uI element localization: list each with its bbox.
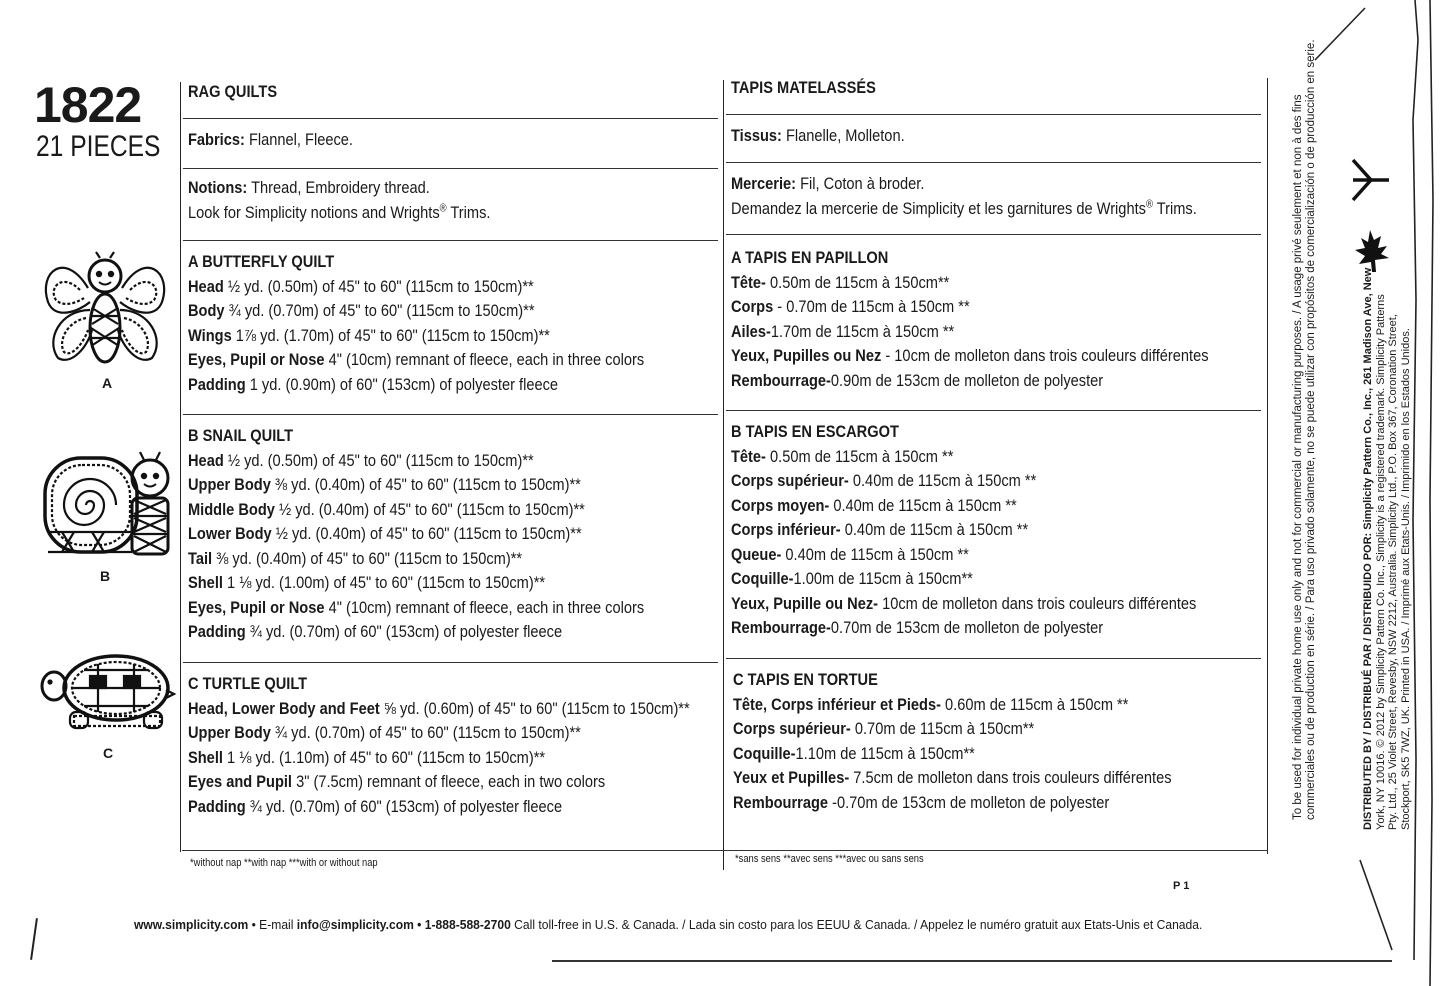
row-label: Tête- — [731, 272, 766, 292]
french-turtle-section — [733, 668, 1243, 815]
divider — [183, 662, 718, 663]
section-title: A BUTTERFLY QUILT — [188, 252, 335, 271]
row-text: 4" (10cm) remnant of fleece, each in three colors — [324, 350, 645, 369]
row-label: Padding — [188, 622, 246, 641]
notions-text: Fil, Coton à broder. — [796, 174, 925, 193]
notions-label: Notions: — [188, 178, 248, 197]
notions-line2-end: Trims. — [1152, 198, 1197, 218]
pattern-number: 1822 — [34, 77, 142, 133]
notions-label: Mercerie: — [731, 174, 797, 193]
row-text: ¾ yd. (0.70m) of 60" (153cm) of polyester fleece — [245, 796, 563, 816]
notions-line2: Look for Simplicity notions and Wrights — [188, 202, 440, 222]
row-label: Upper Body — [188, 475, 271, 494]
butterfly-quilt-illustration — [40, 250, 170, 370]
english-title-block — [188, 80, 292, 105]
row-text: 4" (10cm) remnant of fleece, each in three colors — [324, 597, 645, 617]
row-text: 3" (7.5cm) remnant of fleece, each in two colors — [292, 772, 606, 791]
row-label: Head — [188, 450, 224, 470]
row-label: Shell — [188, 573, 223, 592]
pieces-count: 21 PIECES — [36, 130, 161, 163]
section-title: B TAPIS EN ESCARGOT — [731, 422, 899, 441]
turtle-quilt-illustration — [40, 648, 175, 743]
row-label: Corps inférieur- — [731, 520, 841, 539]
legal-line: To be used for individual private home use only and not for commercial or manufacturing purposes. / A usage privé seulement et non à des fins — [1292, 94, 1304, 820]
row-text: 0.40m de 115cm à 150cm ** — [840, 520, 1029, 539]
divider — [183, 240, 718, 241]
row-label: Corps — [731, 297, 774, 316]
row-text: - 0.70m de 115cm à 150cm ** — [773, 297, 970, 316]
divider — [726, 234, 1261, 235]
row-text: ½ yd. (0.50m) of 45" to 60" (115cm to 150cm)** — [223, 450, 534, 470]
row-text: ½ yd. (0.40m) of 45" to 60" (115cm to 150cm)** — [271, 524, 582, 543]
row-text: -0.70m de 153cm de molleton de polyester — [828, 792, 1110, 812]
page-edge — [1310, 0, 1445, 986]
french-snail-section — [731, 420, 1272, 641]
row-text: ½ yd. (0.50m) of 45" to 60" (115cm to 150cm)** — [223, 276, 534, 296]
english-snail-section — [188, 424, 718, 645]
english-notions — [188, 176, 540, 225]
row-text: 1.70m de 115cm à 150cm ** — [770, 321, 955, 341]
row-label: Corps supérieur- — [731, 471, 849, 490]
french-butterfly-section — [731, 246, 1286, 393]
legal-line: commerciales ou de production en série. / Para uso privado solamente, no se puede utilizar con propósitos de comercialización o de producción en serie. — [1305, 39, 1317, 820]
page-mark: P 1 — [1173, 880, 1190, 892]
french-footnote: *sans sens **avec sens ***avec ou sans sens — [735, 853, 924, 865]
divider — [726, 658, 1261, 659]
footer-contact-line — [134, 917, 1202, 932]
row-text: - 10cm de molleton dans trois couleurs différentes — [881, 346, 1209, 365]
row-label: Coquille- — [733, 743, 796, 763]
row-text: 0.70m de 115cm à 150cm** — [850, 719, 1035, 738]
row-text: ¾ yd. (0.70m) of 45" to 60" (115cm to 150cm)** — [224, 301, 535, 320]
row-label: Rembourrage — [733, 792, 829, 812]
row-text: 0.50m de 115cm à 150cm** — [765, 272, 950, 292]
snail-quilt-illustration — [40, 450, 175, 565]
fabrics-label: Fabrics: — [188, 130, 245, 149]
illustration-label-b: B — [100, 568, 111, 584]
row-label: Tête, Corps inférieur et Pieds- — [733, 694, 941, 714]
row-text: 1 ⅛ yd. (1.10m) of 45" to 60" (115cm to 150cm)** — [222, 747, 546, 767]
row-text: 0.50m de 115cm à 150cm ** — [765, 446, 954, 466]
section-title: C TURTLE QUILT — [188, 674, 308, 693]
row-label: Rembourrage- — [731, 370, 831, 390]
english-fabrics — [188, 128, 380, 153]
registered-mark: ® — [1145, 197, 1153, 210]
legal-line: Stockport, SK5 7WZ, UK. Printed in USA. / Imprimé aux Etats-Unis. / Imprimido en los Estados Unidos. — [1399, 328, 1412, 830]
row-label: Lower Body — [188, 524, 272, 543]
divider — [726, 410, 1261, 411]
row-label: Yeux et Pupilles- — [733, 768, 850, 787]
row-text: 1⅞ yd. (1.70m) of 45" to 60" (115cm to 150cm)** — [231, 325, 550, 345]
divider — [183, 118, 718, 119]
divider — [726, 114, 1261, 115]
row-label: Yeux, Pupille ou Nez- — [731, 593, 879, 613]
row-label: Middle Body — [188, 499, 275, 519]
row-label: Corps supérieur- — [733, 719, 851, 738]
french-notions — [731, 172, 1273, 221]
phone-number: • 1-888-588-2700 — [413, 917, 511, 932]
legal-line: Pty. Ltd., 25 Violet Street, Revesby, NSW 2212, Australia. Simplicity Ltd., P.O. Box 367, Coronation Street, — [1387, 314, 1399, 830]
section-title: A TAPIS EN PAPILLON — [731, 248, 889, 267]
english-footnote: *without nap **with nap ***with or without nap — [190, 857, 378, 869]
row-label: Body — [188, 301, 225, 320]
french-fabrics — [731, 124, 933, 149]
row-text: ⅜ yd. (0.40m) of 45" to 60" (115cm to 150cm)** — [270, 475, 581, 494]
row-label: Corps moyen- — [731, 495, 830, 515]
divider — [183, 168, 718, 169]
illustration-label-c: C — [103, 745, 114, 761]
row-text: ½ yd. (0.40m) of 45" to 60" (115cm to 150cm)** — [274, 499, 585, 519]
row-label: Padding — [188, 796, 246, 816]
row-text: ⅜ yd. (0.40m) of 45" to 60" (115cm to 150cm)** — [212, 548, 523, 568]
bottom-frame-line — [182, 850, 1268, 851]
row-label: Head — [188, 276, 224, 296]
email-prefix: • E-mail — [248, 917, 297, 932]
row-label: Eyes, Pupil or Nose — [188, 597, 325, 617]
row-text: 1 yd. (0.90m) of 60" (153cm) of polyester fleece — [245, 374, 559, 394]
row-text: 1.00m de 115cm à 150cm** — [793, 569, 973, 588]
row-label: Ailes- — [731, 321, 771, 341]
divider — [183, 414, 718, 415]
french-title-block — [731, 76, 899, 101]
section-title: B SNAIL QUILT — [188, 426, 294, 445]
row-label: Eyes and Pupil — [188, 772, 293, 791]
row-label: Head, Lower Body and Feet — [188, 698, 380, 718]
email-link[interactable]: info@simplicity.com — [296, 917, 414, 932]
notions-text: Thread, Embroidery thread. — [247, 178, 430, 197]
english-butterfly-section — [188, 250, 718, 397]
row-label: Tail — [188, 548, 213, 568]
illustration-label-a: A — [102, 375, 113, 391]
row-text: 0.40m de 115cm à 150cm ** — [848, 471, 1037, 490]
row-text: 1.10m de 115cm à 150cm** — [795, 743, 975, 763]
bottom-rule — [552, 960, 1392, 962]
row-label: Rembourrage- — [731, 618, 831, 637]
fabrics-text: Flannel, Fleece. — [244, 130, 353, 149]
row-label: Tête- — [731, 446, 766, 466]
french-title: TAPIS MATELASSÉS — [731, 78, 876, 97]
footer-text: Call toll-free in U.S. & Canada. / Lada sin costo para los EEUU & Canada. / Appelez le numéro gratuit aux Etats-Unis et Canada. — [510, 917, 1203, 932]
row-text: 0.40m de 115cm à 150cm ** — [781, 544, 969, 564]
section-title: C TAPIS EN TORTUE — [733, 670, 878, 689]
website-link[interactable]: www.simplicity.com — [134, 917, 249, 932]
row-text: 7.5cm de molleton dans trois couleurs différentes — [849, 768, 1172, 787]
row-text: 0.60m de 115cm à 150cm ** — [940, 694, 1129, 714]
row-label: Upper Body — [188, 723, 271, 742]
fabrics-label: Tissus: — [731, 126, 782, 145]
row-label: Padding — [188, 374, 246, 394]
legal-line: DISTRIBUTED BY / DISTRIBUÉ PAR / DISTRIBUIDO POR: Simplicity Pattern Co., Inc., 261 Madison Ave, New — [1362, 267, 1374, 830]
english-title: RAG QUILTS — [188, 82, 278, 101]
row-text: 1 ⅛ yd. (1.00m) of 45" to 60" (115cm to 150cm)** — [222, 573, 546, 592]
notions-line2-end: Trims. — [446, 202, 491, 222]
row-text: ⅝ yd. (0.60m) of 45" to 60" (115cm to 150cm)** — [379, 698, 690, 718]
row-label: Eyes, Pupil or Nose — [188, 350, 325, 369]
row-label: Coquille- — [731, 569, 794, 588]
row-text: 0.90m de 153cm de molleton de polyester — [830, 370, 1104, 390]
row-text: ¾ yd. (0.70m) of 45" to 60" (115cm to 150cm)** — [270, 723, 581, 742]
row-text: 0.40m de 115cm à 150cm ** — [829, 495, 1017, 515]
notions-line2: Demandez la mercerie de Simplicity et les garnitures de Wrights — [731, 198, 1146, 218]
row-text: 10cm de molleton dans trois couleurs différentes — [878, 593, 1197, 613]
divider — [726, 162, 1261, 163]
row-label: Yeux, Pupilles ou Nez — [731, 346, 882, 365]
english-turtle-section — [188, 672, 771, 819]
row-label: Wings — [188, 325, 232, 345]
row-label: Shell — [188, 747, 223, 767]
row-label: Queue- — [731, 544, 782, 564]
scan-mark — [30, 918, 38, 960]
legal-line: York, NY 10016. © 2012 by Simplicity Pattern Co. Inc., Simplicity is a registered trademark. Simplicity Patterns — [1374, 294, 1387, 830]
registered-mark: ® — [439, 201, 447, 214]
row-text: ¾ yd. (0.70m) of 60" (153cm) of polyester fleece — [245, 622, 563, 641]
row-text: 0.70m de 153cm de molleton de polyester — [830, 618, 1104, 637]
left-frame-line — [180, 82, 181, 852]
fabrics-text: Flanelle, Molleton. — [781, 126, 905, 145]
